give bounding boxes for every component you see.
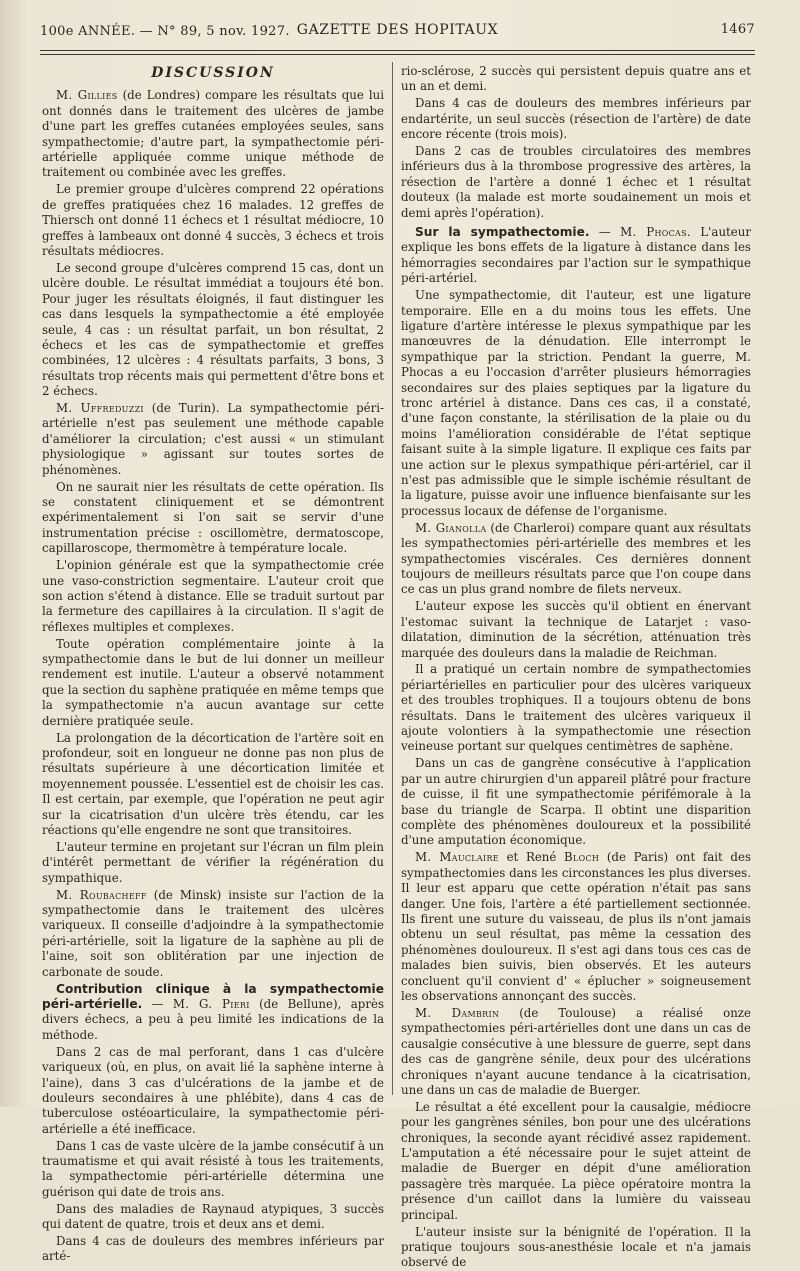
paragraph: Le résultat a été excellent pour la causalgie, médiocre pour les gangrènes séniles, bon pour une des ulcérations chroniques, la seconde ayant récidivé assez rapidement. L'amputation a été nécessaire pour le sujet atteint de maladie de Buerger en dépit d'une amélioration passagère très marquée. La pièce opératoire montra la présence d'un caillot dans la lumière du vaisseau principal.	[401, 1099, 751, 1222]
left-column	[42, 64, 384, 1264]
issue-line: 100e ANNÉE. — N° 89, 5 nov. 1927.	[40, 24, 290, 39]
author-name: Bloch	[564, 850, 600, 865]
page-number: 1467	[720, 22, 755, 37]
paragraph: Le premier groupe d'ulcères comprend 22 opérations de greffes pratiquées chez 16 malades. 12 greffes de Thiersch ont donné 11 échecs et 1 résultat médiocre, 10 greffes à lambeaux ont donné 4 succès, 3 échecs et trois résultats médiocres.	[42, 182, 384, 258]
paragraph: Le second groupe d'ulcères comprend 15 cas, dont un ulcère double. Le résultat immédiat a toujours été bon. Pour juger les résultats éloignés, il faut distinguer les cas dans lesquels la sympathectomie a été employée seule, 4 cas : un résultat parfait, un bon résultat, 2 échecs et les cas de sympathectomie et greffes combinées, 12 ulcères : 4 résultats parfaits, 3 bons, 3 résultats trop récents mais qui permettent d'être bons et 2 échecs.	[42, 260, 384, 399]
page-header	[40, 18, 755, 44]
paragraph: L'auteur termine en projetant sur l'écran un film plein d'intérêt permettant de vérifier la régénération du sympathique.	[42, 839, 384, 885]
paragraph: Contribution clinique à la sympathectomie péri-artérielle. — M. G. Pieri (de Bellune), après divers échecs, a peu à peu limité les indications de la méthode.	[42, 981, 384, 1042]
paragraph: L'auteur insiste sur la bénignité de l'opération. Il la pratique toujours sous-anesthésie locale et n'a jamais observé de	[401, 1224, 751, 1270]
paragraph: Toute opération complémentaire jointe à la sympathectomie dans le but de lui donner un meilleur rendement est inutile. L'auteur a observé notamment que la section du saphène pratiquée en même temps que la sympathectomie n'a aucun avantage sur cette dernière pratiquée seule.	[42, 636, 384, 728]
paragraph: Dans 4 cas de douleurs des membres inférieurs par endartérite, un seul succès (résection de l'artère) de date encore récente (trois mois).	[401, 96, 751, 142]
header-rule-thin	[40, 54, 755, 55]
subsection-heading: Sur la sympathectomie.	[415, 225, 590, 240]
paragraph: Dans un cas de gangrène consécutive à l'application par un autre chirurgien d'un appareil plâtré pour fracture de cuisse, il fit une sympathectomie périfémorale à la base du triangle de Scarpa. Il obtint une disparition complète des phénomènes douloureux et la possibilité d'une amputation économique.	[401, 756, 751, 848]
header-rule	[40, 50, 755, 51]
paragraph: Dans des maladies de Raynaud atypiques, 3 succès qui datent de quatre, trois et deux ans et demi.	[42, 1201, 384, 1232]
paragraph: Dans 1 cas de vaste ulcère de la jambe consécutif à un traumatisme et qui avait résisté à tous les traitements, la sympathectomie péri-artérielle détermina une guérison qui date de trois ans.	[42, 1138, 384, 1199]
author-name: M. Mauclaire	[415, 850, 499, 865]
paragraph: L'auteur expose les succès qu'il obtient en énervant l'estomac suivant la technique de Latarjet : vaso-dilatation, diminution de la sécrétion, atténuation très marquée des douleurs dans la maladie de Reichman.	[401, 599, 751, 660]
section-heading-discussion: DISCUSSION	[151, 65, 275, 81]
column-divider	[392, 62, 393, 1095]
author-name: M. Uffreduzzi	[56, 401, 144, 416]
author-name: M. Roubacheff	[56, 887, 147, 902]
paragraph: Une sympathectomie, dit l'auteur, est une ligature temporaire. Elle en a du moins tous les effets. Une ligature d'artère intéresse le plexus sympathique par les manœuvres de la dénudation. Elle interrompt le sympathique par la striction. Pendant la guerre, M. Phocas a eu l'occasion d'arrêter plusieurs hémorragies secondaires sur des plaies septiques par la ligature du tronc artériel à distance. Dans ces cas, il a constaté, d'une façon constante, la stérilisation de la plaie ou du moins l'amélioration considérable de l'état septique faisant suite à la simple ligature. Il explique ces faits par une action sur le plexus sympathique péri-artériel, car il n'est pas admissible que le simple ischémie résultant de la ligature, puisse avoir une influence bienfaisante sur les processus locaux de défense de l'organisme.	[401, 288, 751, 518]
paragraph: On ne saurait nier les résultats de cette opération. Ils se constatent cliniquement et se démontrent expérimentalement si l'on sait se servir d'une instrumentation précise : oscillomètre, dermatoscope, capillaroscope, thermomètre à température locale.	[42, 479, 384, 556]
author-name: M. Dambrin	[415, 1005, 500, 1020]
paragraph: Dans 4 cas de douleurs des membres inférieurs par arté-	[42, 1234, 384, 1264]
paragraph: Sur la sympathectomie. — M. Phocas. L'auteur explique les bons effets de la ligature à distance dans les hémorragies secondaires par l'action sur le sympathique péri-artériel.	[401, 225, 752, 286]
subsection-heading: Contribution clinique à la sympathectomie péri-artérielle.	[42, 981, 384, 1011]
paragraph: M. Mauclaire et René Bloch (de Paris) ont fait des sympathectomies dans les circonstances les plus diverses. Il leur est apparu que cette opération n'était pas sans danger. Une fois, l'artère a été partiellement sectionnée. Ils firent une suture du vaisseau, de plus ils n'ont jamais obtenu un seul résultat, pas même la cessation des phénomènes douloureux. Il s'est agi dans tous ces cas de malades bien suivis, bien observés. Et les auteurs concluent qu'il convient d' « éplucher » soigneusement les observations annonçant des succès.	[401, 850, 751, 1003]
paragraph: M. Gillies (de Londres) compare les résultats que lui ont donnés dans le traitement des ulcères de jambe d'une part les greffes cutanées employées seules, sans sympathectomie; d'autre part, la sympathectomie péri-artérielle appliquée comme unique méthode de traitement ou combinée avec les greffes.	[42, 88, 384, 180]
paragraph: L'opinion générale est que la sympathectomie crée une vaso-constriction segmentaire. L'auteur croit que son action s'étend à distance. Elle se traduit surtout par la fermeture des capillaires à la circulation. Il s'agit de réflexes multiples et complexes.	[42, 558, 384, 634]
author-name: M. Gianolla	[415, 520, 487, 535]
paragraph: Dans 2 cas de mal perforant, dans 1 cas d'ulcère variqueux (où, en plus, on avait lié la saphène interne à l'aine), dans 3 cas d'ulcérations de la jambe et de douleurs secondaires à une phlébite), dans 4 cas de tuberculose ostéoarticulaire, la sympathectomie péri-artérielle a été inefficace.	[42, 1044, 384, 1136]
paragraph: Il a pratiqué un certain nombre de sympathectomies périartérielles en particulier pour des ulcères variqueux et des troubles trophiques. Il a toujours obtenu de bons résultats. Dans le traitement des ulcères variqueux il ajoute volontiers à la sympathectomie une résection veineuse portant sur quelques centimètres de saphène.	[401, 662, 751, 754]
paragraph: La prolongation de la décortication de l'artère soit en profondeur, soit en longueur ne donne pas non plus de résultats supérieure à une décortication limitée et moyennement poussée. L'essentiel est de choisir les cas. Il est certain, par exemple, que l'opération ne peut agir sur la cicatrisation d'un ulcère très étendu, car les réactions qu'elle engendre ne sont que transitoires.	[42, 730, 384, 837]
paragraph: M. Dambrin (de Toulouse) a réalisé onze sympathectomies péri-artérielles dont une dans un cas de causalgie consécutive à une blessure de guerre, sept dans des cas de gangrène sénile, deux pour des ulcérations chroniques n'ayant aucune tendance à la cicatrisation, une dans un cas de maladie de Buerger.	[401, 1005, 751, 1097]
paragraph: rio-sclérose, 2 succès qui persistent depuis quatre ans et un an et demi.	[401, 64, 751, 94]
journal-title: GAZETTE DES HOPITAUX	[296, 22, 499, 38]
right-column	[401, 64, 752, 1270]
author-name: M. G. Pieri	[172, 996, 250, 1011]
author-name: M. Gillies	[56, 88, 118, 103]
paragraph: M. Uffreduzzi (de Turin). La sympathectomie péri-artérielle n'est pas seulement une méthode capable d'améliorer la circulation; c'est aussi « un stimulant physiologique » agissant sur toutes sortes de phénomènes.	[42, 401, 384, 477]
paragraph: M. Gianolla (de Charleroi) compare quant aux résultats les sympathectomies péri-artérielle des membres et les sympathectomies viscérales. Ces dernières donnent toujours de meilleurs résultats parce que l'on coupe dans ce cas un plus grand nombre de filets nerveux.	[401, 520, 752, 597]
author-name: M. Phocas.	[620, 225, 691, 240]
paragraph: M. Roubacheff (de Minsk) insiste sur l'action de la sympathectomie dans le traitement des ulcères variqueux. Il conseille d'adjoindre à la sympathectomie péri-artérielle, soit la ligature de la saphène au pli de l'aine, soit son oblitération par une injection de carbonate de soude.	[42, 887, 384, 979]
paragraph: Dans 2 cas de troubles circulatoires des membres inférieurs dus à la thrombose progressive des artères, la résection de l'artère a donné 1 échec et 1 résultat douteux (la malade est morte soudainement un mois et demi après l'opération).	[401, 144, 751, 220]
